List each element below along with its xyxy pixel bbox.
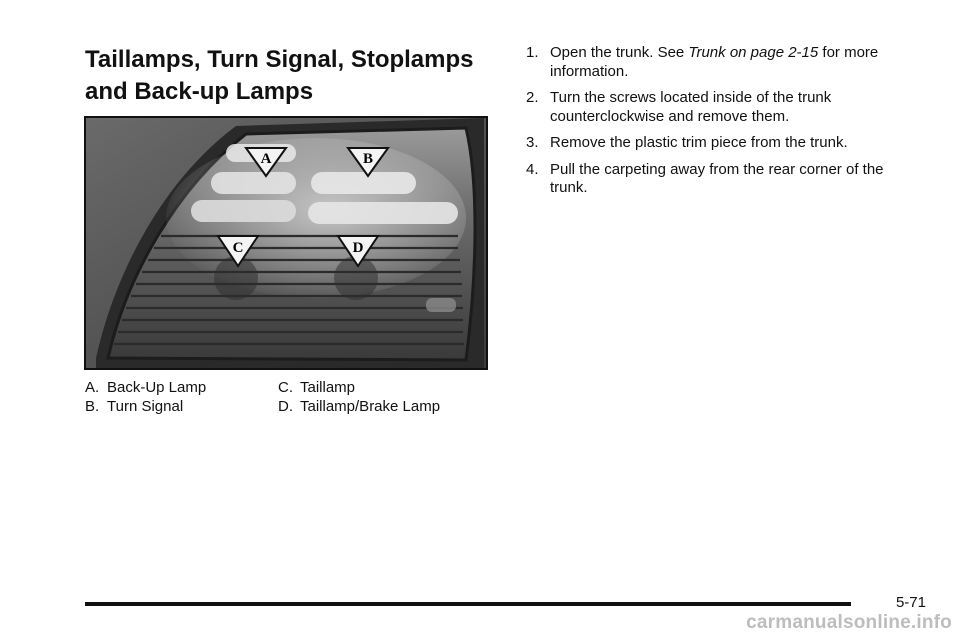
step-text [550, 44, 906, 81]
legend-item-c [278, 378, 488, 397]
legend-text: Taillamp/Brake Lamp [300, 398, 441, 415]
step-text-post: for more information. [550, 44, 879, 80]
taillamp-photo [84, 116, 488, 370]
step-text: Remove the plastic trim piece from the trunk. [550, 134, 848, 151]
step-number: 2. [526, 89, 539, 106]
legend-letter: B. [85, 398, 100, 415]
watermark: carmanualsonline.info [746, 612, 952, 633]
taillamp-illustration [86, 118, 486, 368]
callout-c-label: C [232, 240, 244, 256]
legend-letter: C. [278, 379, 293, 396]
legend-item-d [278, 397, 488, 416]
turn-signal-segment [311, 172, 416, 194]
step-text: Pull the carpeting away from the rear corner of the trunk. [550, 160, 884, 196]
figure-legend [85, 378, 485, 416]
legend-letter: D. [278, 398, 293, 415]
step-item [526, 134, 906, 153]
step-number: 4. [526, 160, 539, 178]
trunk-reference-link[interactable]: Trunk on page 2-15 [688, 44, 819, 61]
callout-d-label: D [352, 240, 364, 256]
step-text-pre: Open the trunk. See [550, 44, 689, 61]
step-text: Turn the screws located inside of the trunk counterclockwise and remove them. [550, 89, 832, 125]
side-reflector [426, 298, 456, 312]
backup-lamp-segment-lower [191, 200, 296, 222]
legend-item-a [85, 378, 278, 397]
step-item [526, 44, 906, 81]
page-number: 5-71 [895, 594, 926, 611]
step-number: 3. [526, 134, 539, 151]
backup-lamp-segment [211, 172, 296, 194]
section-title: Taillamps, Turn Signal, Stoplamps and Back-up Lamps [85, 46, 474, 105]
legend-item-b [85, 397, 278, 416]
step-number: 1. [526, 44, 539, 61]
footer-rule [85, 602, 851, 606]
legend-text: Turn Signal [107, 398, 184, 415]
callout-b-label: B [362, 151, 374, 167]
legend-text: Back-Up Lamp [107, 379, 207, 396]
legend-letter: A. [85, 379, 100, 396]
step-item [526, 89, 906, 126]
legend-text: Taillamp [300, 379, 356, 396]
turn-signal-segment-lower [308, 202, 458, 224]
step-item [526, 161, 906, 198]
callout-a-label: A [260, 151, 272, 167]
procedure-steps [526, 44, 906, 206]
